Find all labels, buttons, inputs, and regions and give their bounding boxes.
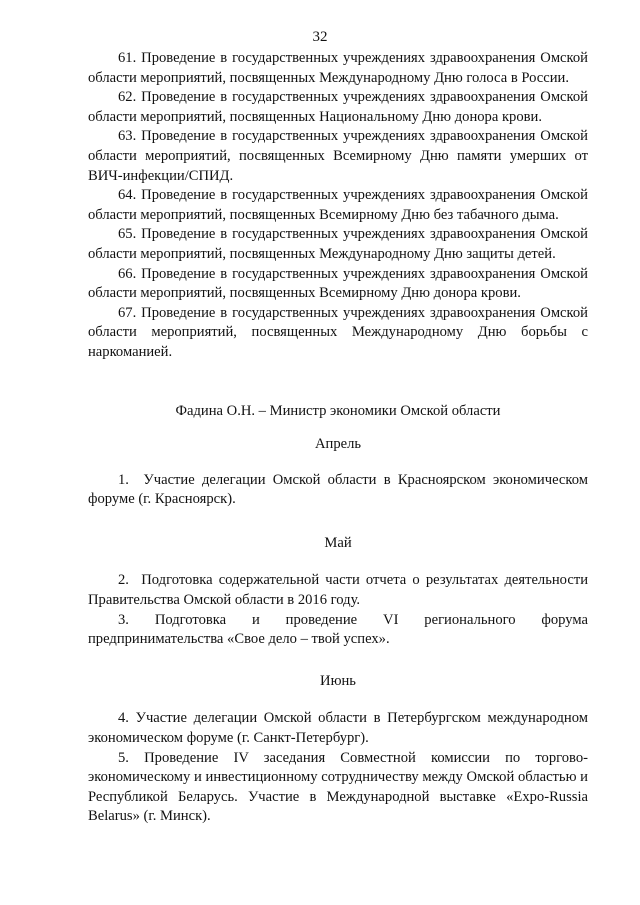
list-item (88, 304, 588, 363)
month-heading-may: Май (324, 534, 352, 551)
item-text: Проведение в государственных учреждениях здравоохранения Омской области мероприятий, посвященных Международному Дню борьбы с наркоманией. (88, 304, 588, 360)
item-text: Подготовка и проведение VI регионального форума предпринимательства «Свое дело – твой успех». (88, 611, 588, 648)
item-number: 4. (118, 710, 129, 727)
list-item (88, 611, 588, 650)
item-number: 63. (118, 128, 137, 145)
item-number: 61. (118, 50, 137, 66)
item-number: 5. (118, 749, 129, 766)
item-text: Проведение в государственных учреждениях здравоохранения Омской области мероприятий, посвященных Всемирному Дню без табачного дыма. (88, 187, 588, 223)
document-body (88, 49, 588, 827)
item-text: Проведение IV заседания Совместной комиссии по торгово-экономическому и инвестиционному сотрудничеству между Омской областью и Республикой Беларусь. Участие в Международной выставке «Expo-Russia Belarus» (г. Минск). (88, 749, 588, 825)
item-number: 62. (118, 89, 137, 106)
item-text: Подготовка содержательной части отчета о результатах деятельности Правительства Омской области в 2016 году. (88, 572, 589, 609)
month-heading-april: Апрель (314, 436, 362, 453)
list-item (88, 225, 588, 264)
list-item (88, 88, 588, 127)
item-number: 64. (118, 187, 137, 204)
item-number: 66. (118, 265, 137, 282)
item-number: 2. (118, 572, 129, 589)
list-item (88, 186, 588, 225)
list-item (88, 749, 588, 827)
list-item (88, 265, 588, 304)
item-text: Проведение в государственных учреждениях здравоохранения Омской области мероприятий, посвященных Национальному Дню донора крови. (88, 89, 588, 125)
item-text: Участие делегации Омской области в Красноярском экономическом форуме (г. Красноярск). (88, 471, 588, 508)
item-number: 1. (118, 471, 129, 488)
item-text: Проведение в государственных учреждениях здравоохранения Омской области мероприятий, посвященных Всемирному Дню донора крови. (88, 265, 588, 302)
item-text: Проведение в государственных учреждениях здравоохранения Омской области мероприятий, посвященных Международному Дню защиты детей. (88, 226, 588, 262)
item-number: 67. (118, 304, 137, 321)
list-item (88, 49, 588, 88)
section-heading: Фадина О.Н. – Министр экономики Омской области (175, 402, 501, 419)
list-item (88, 127, 588, 186)
item-text: Участие делегации Омской области в Петербургском международном экономическом форуме (г. Санкт-Петербург). (88, 710, 588, 747)
list-item (88, 571, 588, 610)
page-number: 32 (312, 29, 328, 45)
item-text: Проведение в государственных учреждениях здравоохранения Омской области мероприятий, посвященных Международному Дню голоса в России. (88, 50, 588, 86)
list-item (88, 709, 588, 748)
item-text: Проведение в государственных учреждениях здравоохранения Омской области мероприятий, посвященных Всемирному Дню памяти умерших от ВИЧ-инфекции/СПИД. (88, 128, 588, 184)
item-number: 65. (118, 226, 137, 243)
month-heading-june: Июнь (320, 672, 356, 689)
list-item (88, 471, 588, 510)
item-number: 3. (118, 611, 129, 628)
